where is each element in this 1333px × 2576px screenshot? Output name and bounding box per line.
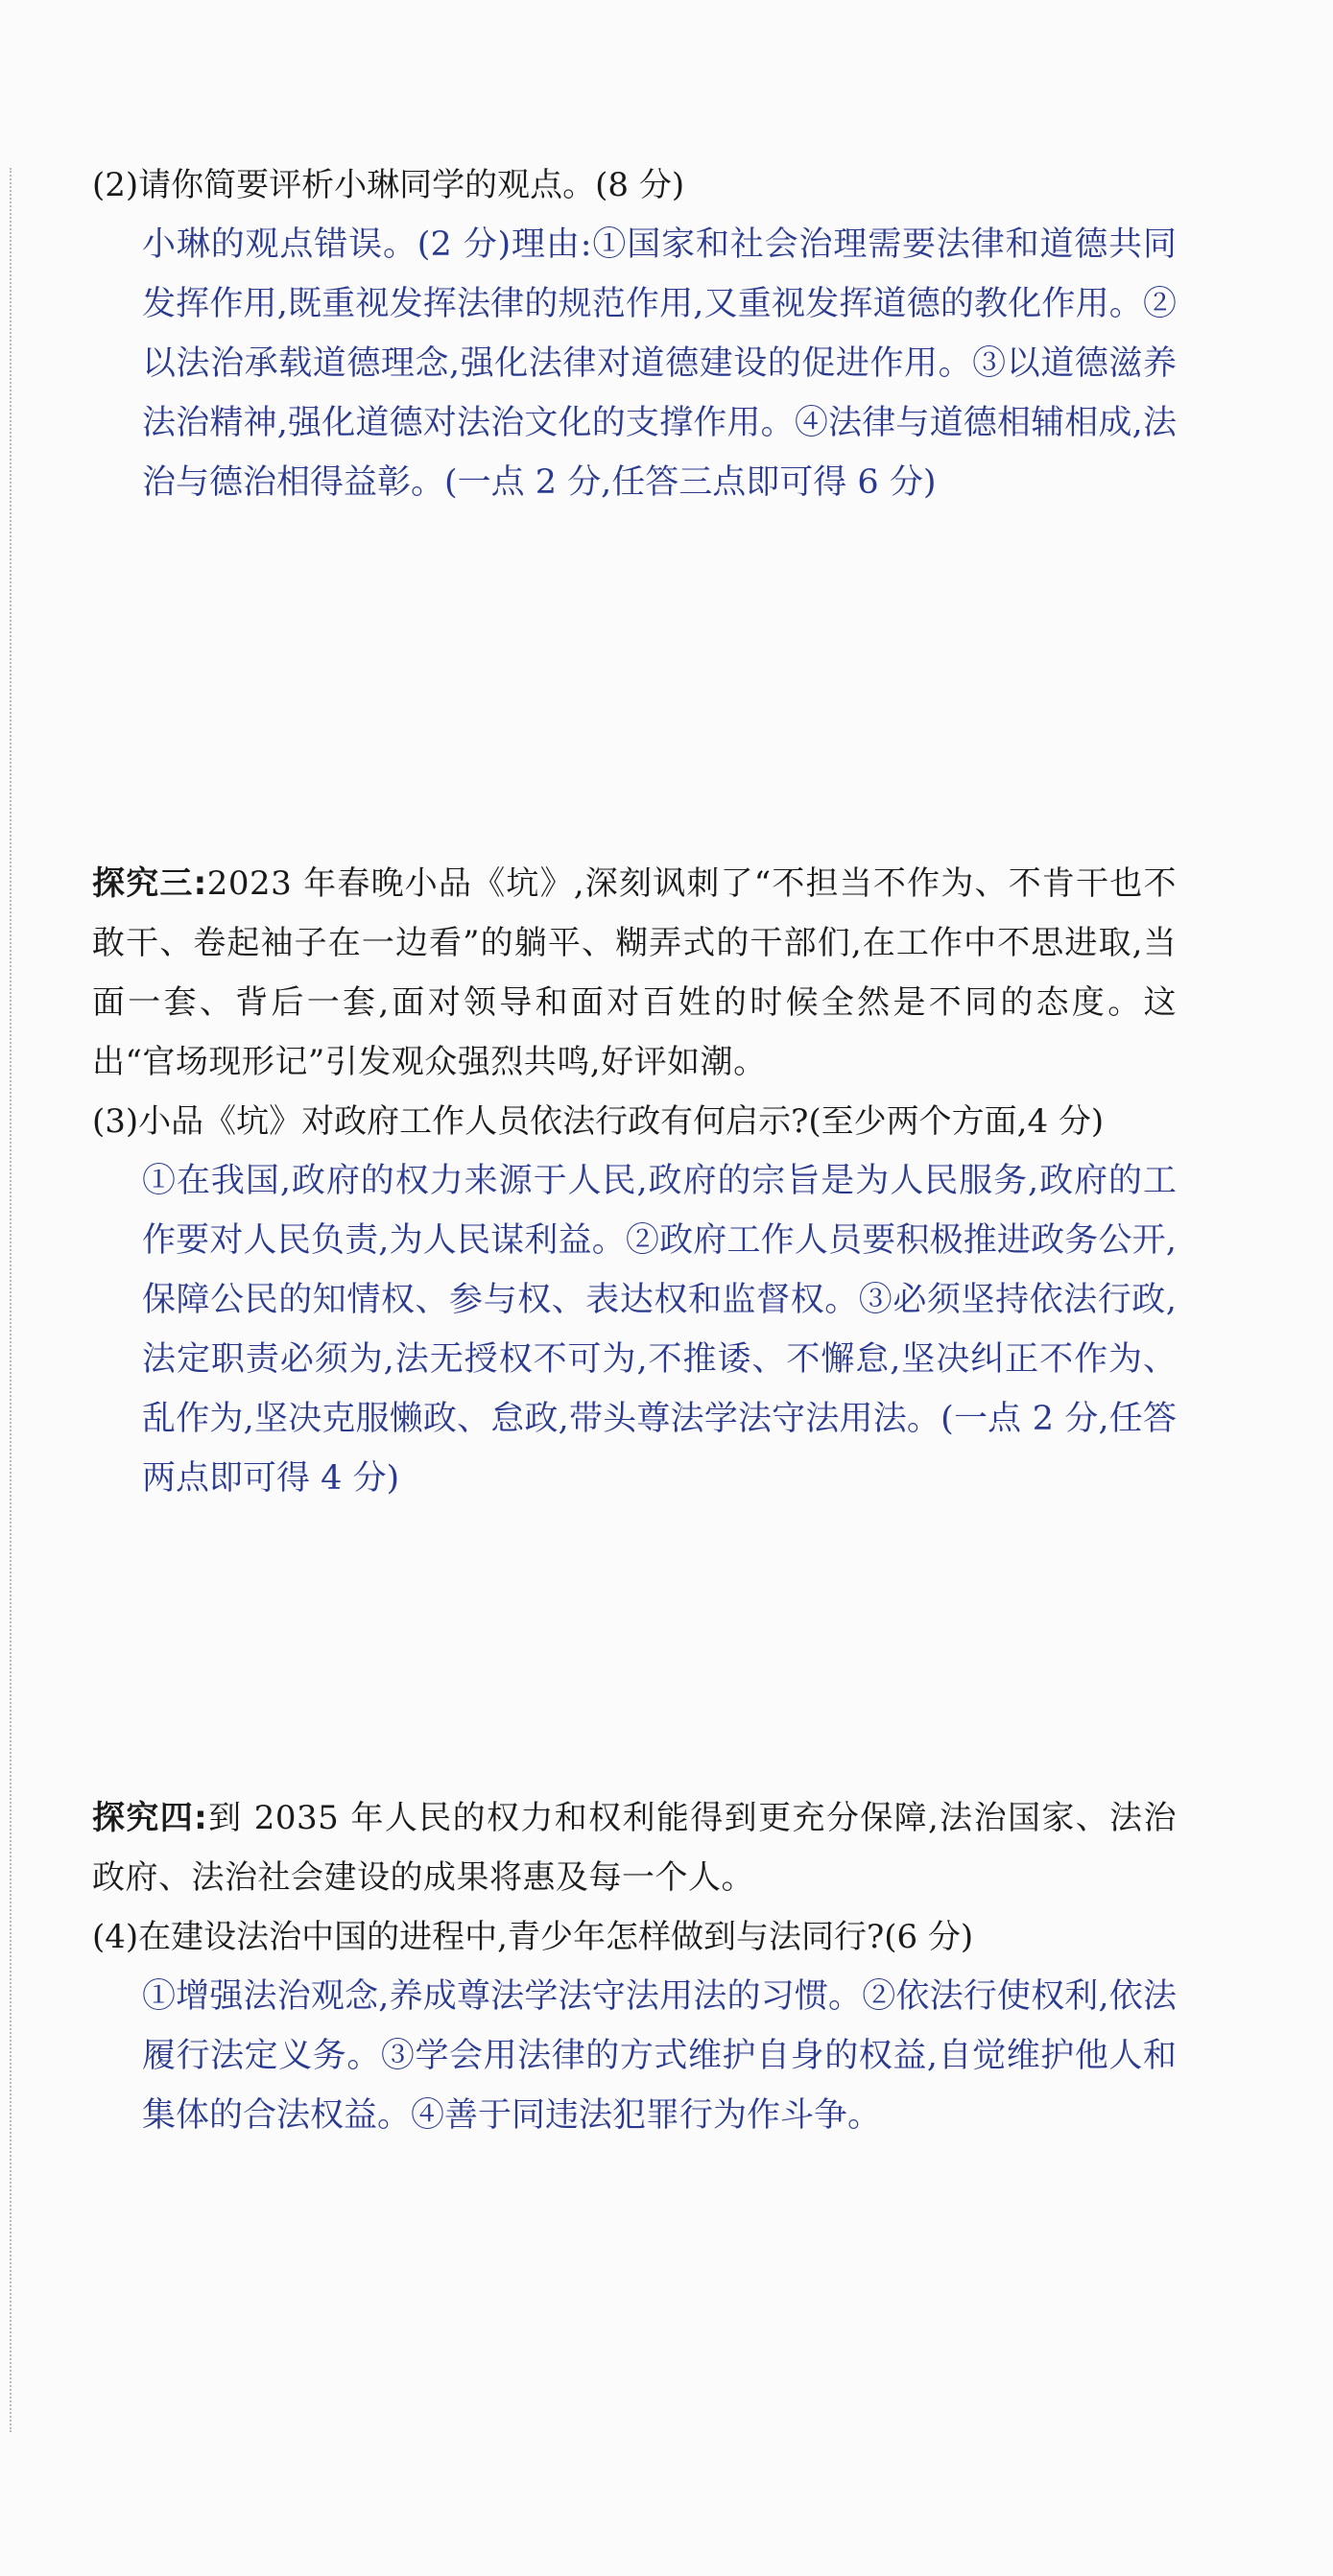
explore-4-stem	[92, 1788, 1177, 1907]
question-2-text: (2)请你简要评析小琳同学的观点。(8 分)	[92, 166, 685, 204]
explore-4-section	[92, 1788, 1177, 2145]
question-4-answer: ①增强法治观念,养成尊法学法守法用法的习惯。②依法行使权利,依法履行法定义务。③学会用法律的方式维护自身的权益,自觉维护他人和集体的合法权益。④善于同违法犯罪行为作斗争。	[142, 1977, 1177, 2135]
explore-3-text: 2023 年春晚小品《坑》,深刻讽刺了“不担当不作为、不肯干也不敢干、卷起袖子在一边看”的躺平、糊弄式的干部们,在工作中不思进取,当面一套、背后一套,面对领导和面对百姓的时候全然是不同的态度。这出“官场现形记”引发观众强烈共鸣,好评如潮。	[92, 864, 1177, 1081]
question-3-answer: ①在我国,政府的权力来源于人民,政府的宗旨是为人民服务,政府的工作要对人民负责,为人民谋利益。②政府工作人员要积极推进政务公开,保障公民的知情权、参与权、表达权和监督权。③必须坚持依法行政,法定职责必须为,法无授权不可为,不推诿、不懈怠,坚决纠正不作为、乱作为,坚决克服懒政、怠政,带头尊法学法守法用法。(一点 2 分,任答两点即可得 4 分)	[142, 1162, 1177, 1498]
question-2-answer: 小琳的观点错误。(2 分)理由:①国家和社会治理需要法律和道德共同发挥作用,既重视发挥法律的规范作用,又重视发挥道德的教化作用。②以法治承载道德理念,强化法律对道德建设的促进作用。③以道德滋养法治精神,强化道德对法治文化的支撑作用。④法律与道德相辅相成,法治与德治相得益彰。(一点 2 分,任答三点即可得 6 分)	[142, 225, 1177, 502]
explore-4-label: 探究四:	[92, 1799, 208, 1837]
question-3-text: (3)小品《坑》对政府工作人员依法行政有何启示?(至少两个方面,4 分)	[92, 1102, 1105, 1141]
explore-3-stem	[92, 854, 1177, 1092]
explore-4-text: 到 2035 年人民的权力和权利能得到更充分保障,法治国家、法治政府、法治社会建设的成果将惠及每一个人。	[92, 1799, 1177, 1897]
question-4-text: (4)在建设法治中国的进程中,青少年怎样做到与法同行?(6 分)	[92, 1918, 974, 1956]
binding-margin-line	[10, 168, 12, 2432]
question-2-section	[92, 155, 1177, 512]
explore-3-label: 探究三:	[92, 864, 207, 903]
explore-3-section	[92, 854, 1177, 1508]
